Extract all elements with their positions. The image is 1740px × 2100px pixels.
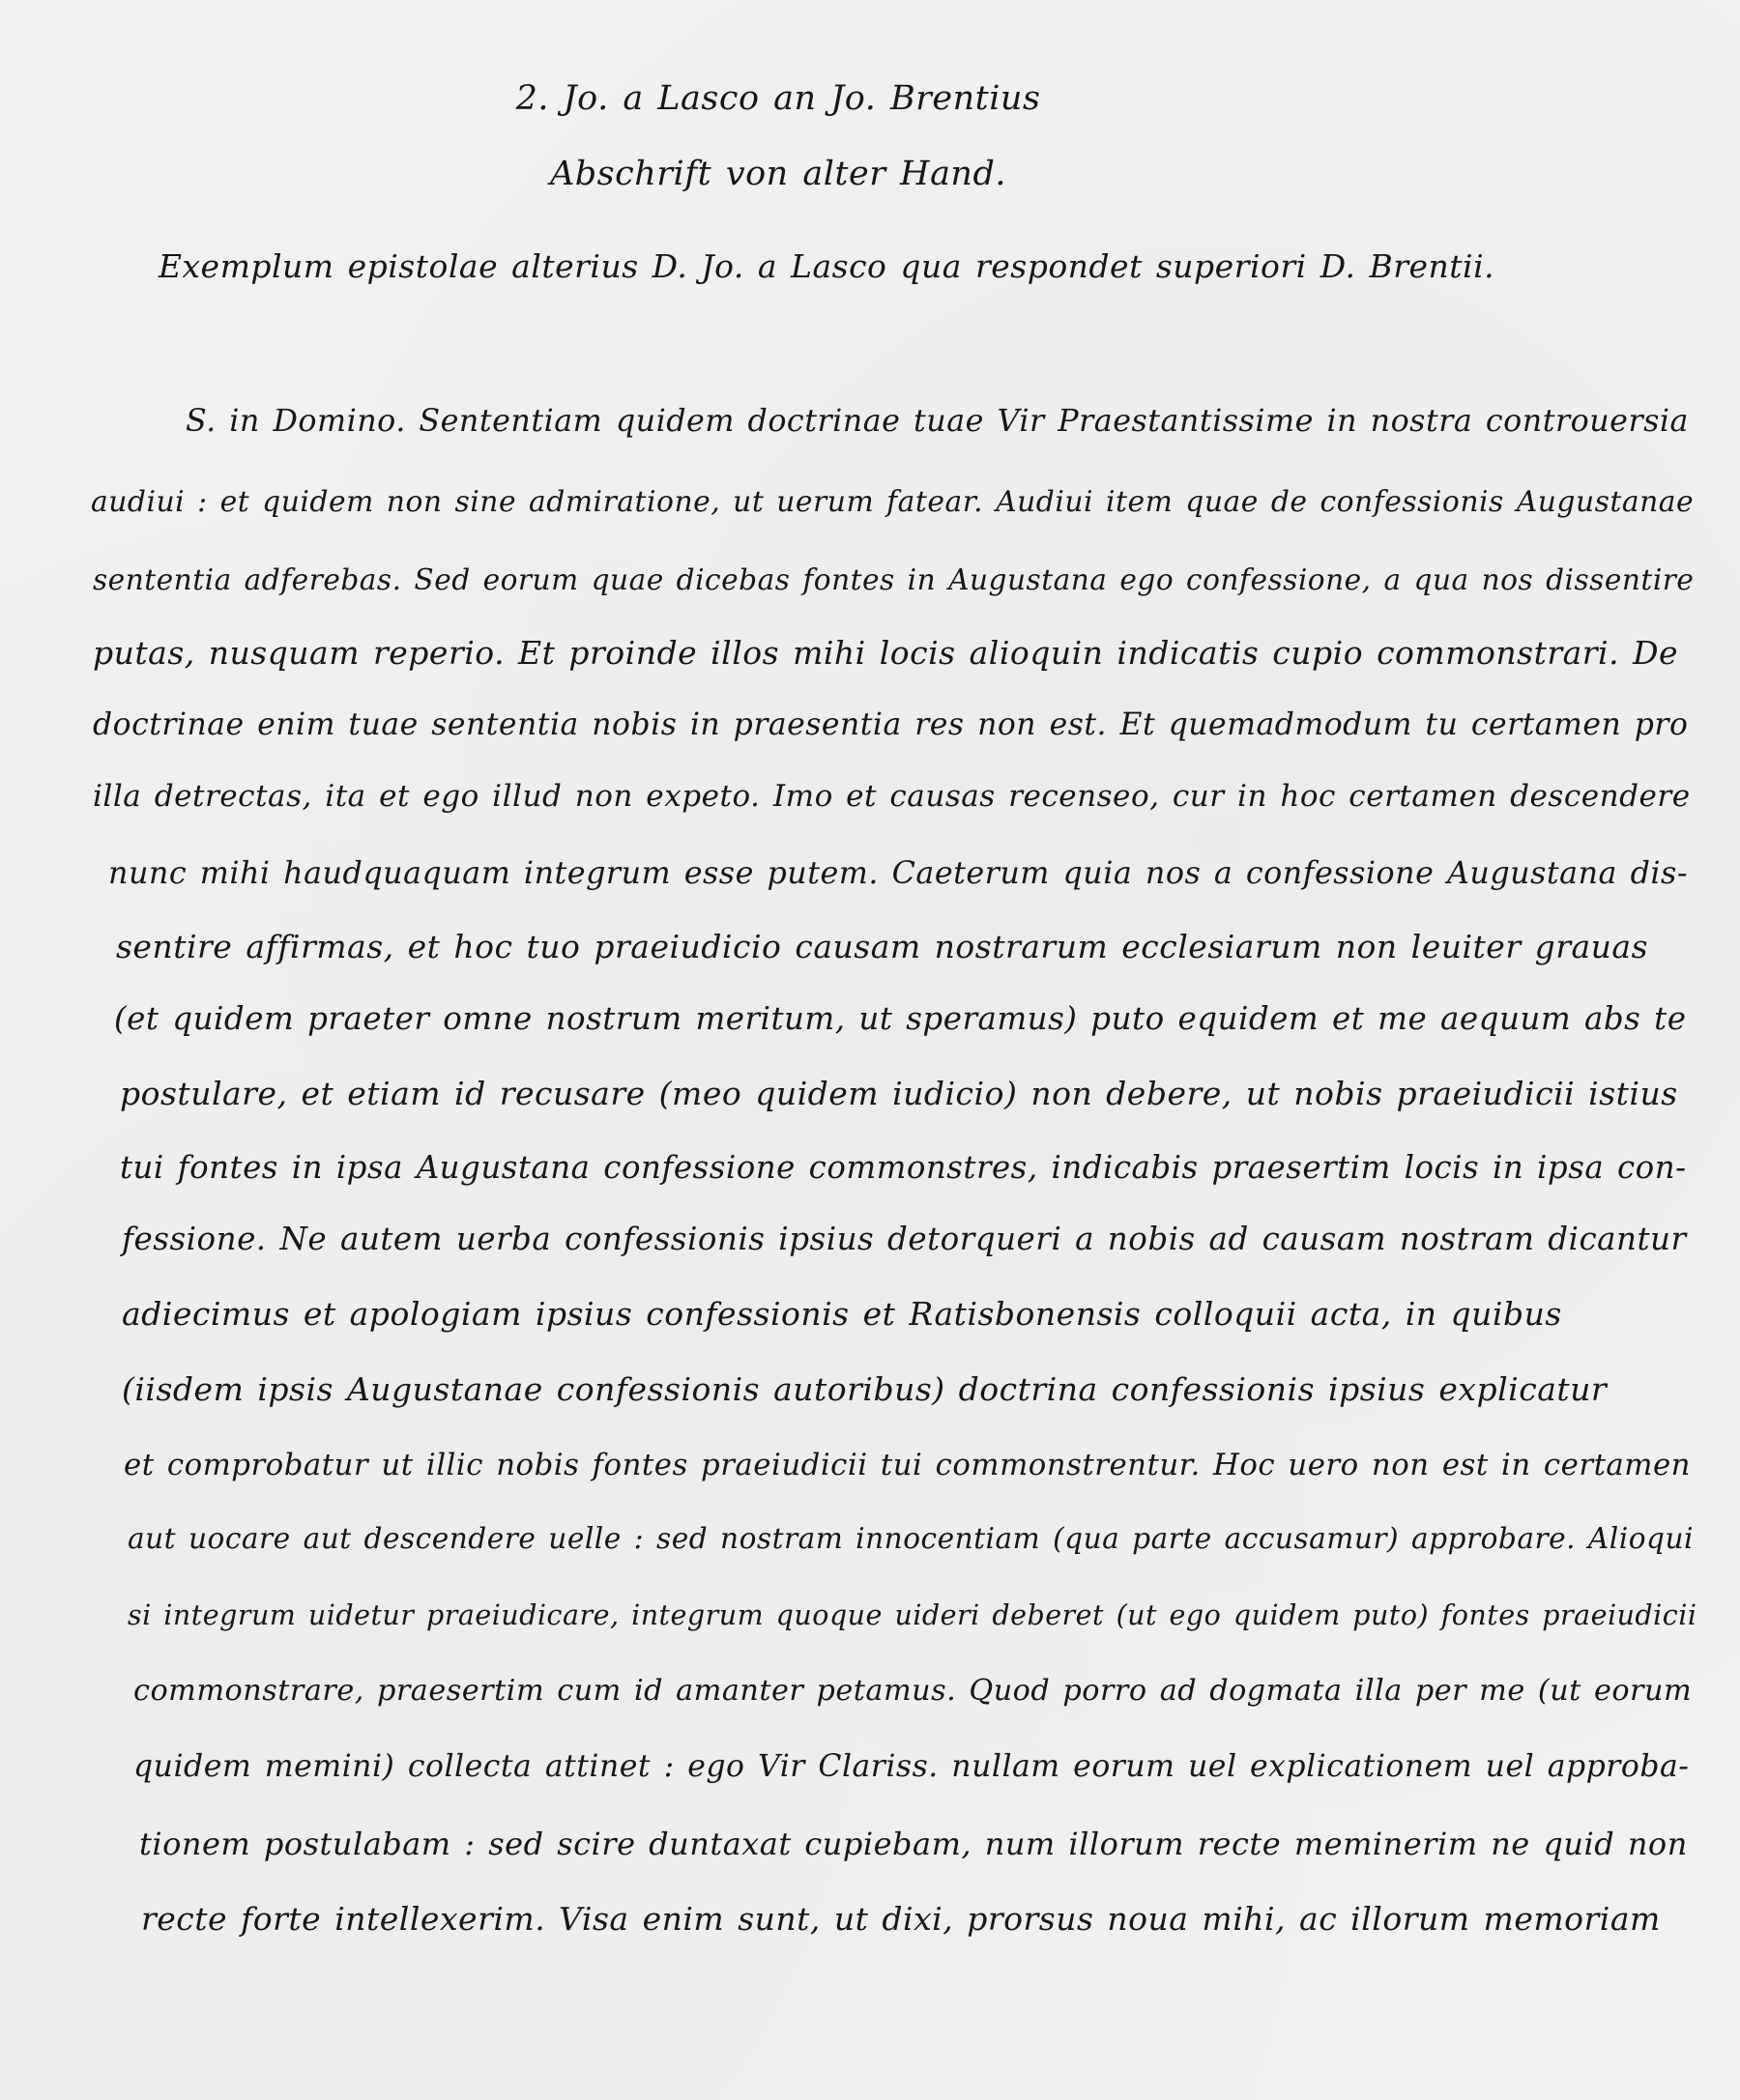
text-line: sententia adferebas. Sed eorum quae dicebas fontes in Augustana ego confessione, a qua nos dissentire [93,563,1695,596]
text-line: postulare, et etiam id recusare (meo quidem iudicio) non debere, ut nobis praeiudicii istius [120,1075,1678,1112]
document-title: 2. Jo. a Lasco an Jo. Brentius [515,79,1041,118]
text-line: fessione. Ne autem uerba confessionis ipsius detorqueri a nobis ad causam nostram dicantur [122,1221,1687,1257]
text-line: si integrum uidetur praeiudicare, integrum quoque uideri deberet (ut ego quidem puto) fontes praeiudicii [128,1599,1697,1631]
text-line: sentire affirmas, et hoc tuo praeiudicio causam nostrarum ecclesiarum non leuiter grauas [116,928,1649,965]
text-line: commonstrare, praesertim cum id amanter petamus. Quod porro ad dogmata illa per me (ut eorum [133,1674,1693,1708]
text-line: putas, nusquam reperio. Et proinde illos mihi locis alioquin indicatis cupio commonstrari. De [93,634,1679,672]
text-line: S. in Domino. Sententiam quidem doctrinae tuae Vir Praestantissime in nostra controuersia [186,404,1689,439]
text-line: doctrinae enim tuae sententia nobis in praesentia res non est. Et quemadmodum tu certamen pro [93,707,1689,742]
text-line: et comprobatur ut illic nobis fontes praeiudicii tui commonstrentur. Hoc uero non est in certamen [124,1448,1691,1482]
text-line: nunc mihi haudquaquam integrum esse putem. Caeterum quia nos a confessione Augustana dis- [108,856,1689,891]
text-line: illa detrectas, ita et ego illud non expeto. Imo et causas recenseo, cur in hoc certamen descendere [93,779,1691,814]
text-line: adiecimus et apologiam ipsius confessionis et Ratisbonensis colloquii acta, in quibus [122,1295,1562,1333]
text-line: recte forte intellexerim. Visa enim sunt, ut dixi, prorsus noua mihi, ac illorum memoriam [141,1900,1661,1938]
text-line: audiui : et quidem non sine admiratione, ut uerum fatear. Audiui item quae de confessionis Augustanae [91,485,1695,519]
text-line: (iisdem ipsis Augustanae confessionis autoribus) doctrina confessionis ipsius explicatur [122,1370,1608,1408]
text-line: quidem memini) collecta attinet : ego Vir Clariss. nullam eorum uel explicationem uel approba- [133,1749,1690,1784]
document-subtitle: Abschrift von alter Hand. [549,155,1007,193]
text-line: tionem postulabam : sed scire duntaxat cupiebam, num illorum recte meminerim ne quid non [139,1826,1688,1862]
letter-caption: Exemplum epistolae alterius D. Jo. a Lasco qua respondet superiori D. Brentii. [158,247,1495,285]
text-line: tui fontes in ipsa Augustana confessione commonstres, indicabis praesertim locis in ipsa con- [120,1149,1687,1186]
text-line: (et quidem praeter omne nostrum meritum, ut speramus) puto equidem et me aequum abs te [114,1000,1687,1037]
text-line: aut uocare aut descendere uelle : sed nostram innocentiam (qua parte accusamur) approbare. Alioqui [128,1522,1694,1555]
